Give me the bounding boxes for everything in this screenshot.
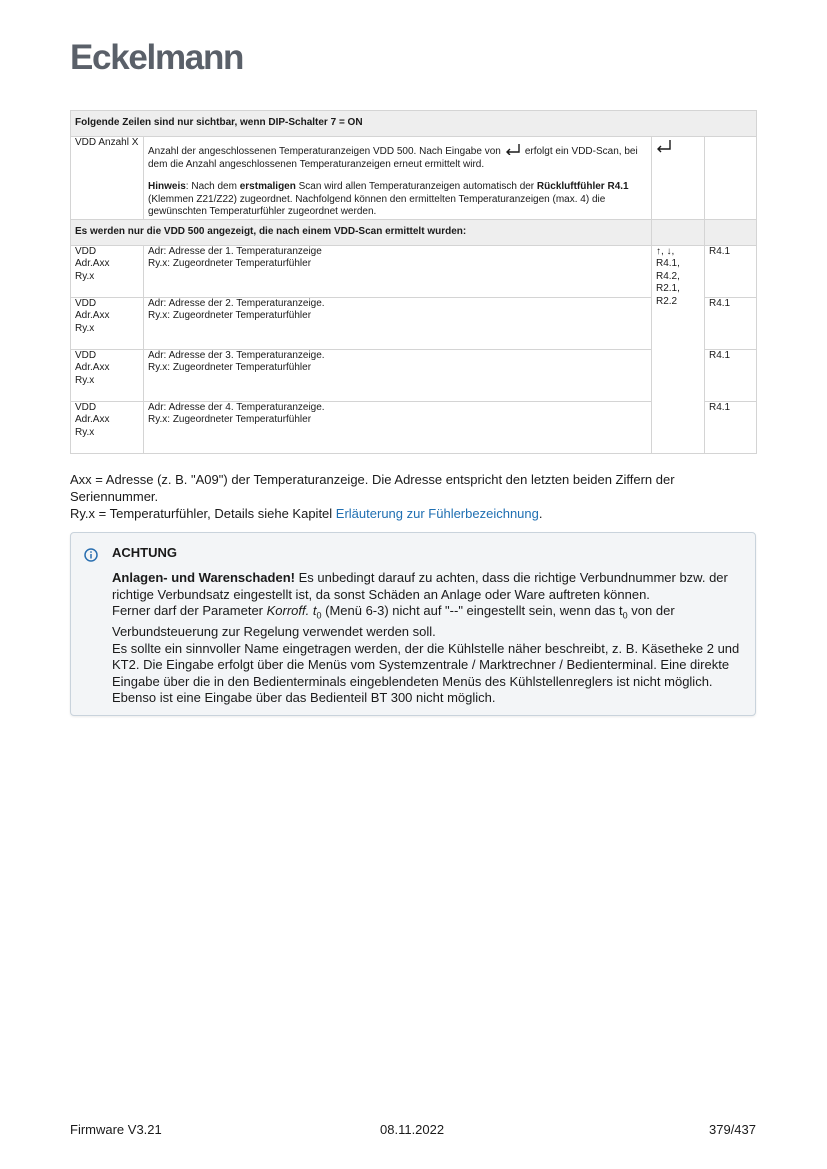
param-default: R4.1 bbox=[705, 349, 757, 401]
footer-firmware: Firmware V3.21 bbox=[70, 1122, 162, 1137]
section-heading-vdd: Es werden nur die VDD 500 angezeigt, die nach einem VDD-Scan ermittelt wurden: bbox=[71, 219, 652, 245]
param-description: Adr: Adresse der 3. Temperaturanzeige. Ry.x: Zugeordneter Temperaturfühler bbox=[144, 349, 652, 401]
param-default: R4.1 bbox=[705, 401, 757, 453]
param-name: VDD Adr.Axx Ry.x bbox=[71, 245, 144, 297]
param-default: R4.1 bbox=[705, 297, 757, 349]
footer-page-number: 379/437 bbox=[709, 1122, 756, 1137]
param-name: VDD Adr.Axx Ry.x bbox=[71, 297, 144, 349]
param-name: VDD Adr.Axx Ry.x bbox=[71, 401, 144, 453]
section-header-row bbox=[71, 111, 757, 137]
param-description: Adr: Adresse der 1. Temperaturanzeige Ry.x: Zugeordneter Temperaturfühler bbox=[144, 245, 652, 297]
param-default bbox=[705, 137, 757, 220]
hint-paragraph: Hinweis: Nach dem erstmaligen Scan wird allen Temperaturanzeigen automatisch der Rückluftfühler R4.1 (Klemmen Z21/Z22) zugeordnet. Nachfolgend können den ermittelten Temperaturanzeigen (max. 4) die gewünschten Temperaturfühler zugeordnet werden. bbox=[148, 181, 629, 217]
section-header-row bbox=[71, 219, 757, 245]
chapter-link[interactable]: Erläuterung zur Fühlerbezeichnung bbox=[335, 506, 539, 521]
warning-notice bbox=[70, 532, 756, 716]
table-row bbox=[71, 137, 757, 220]
param-default: R4.1 bbox=[705, 245, 757, 297]
eckelmann-logo: Eckelmann bbox=[70, 38, 244, 77]
note-ryx: Ry.x = Temperaturfühler, Details siehe Kapitel Erläuterung zur Fühlerbezeichnung. bbox=[70, 506, 543, 521]
parameter-table bbox=[70, 110, 757, 454]
footer-date: 08.11.2022 bbox=[380, 1122, 445, 1137]
param-values bbox=[652, 137, 705, 220]
param-name: VDD Adr.Axx Ry.x bbox=[71, 349, 144, 401]
table-notes bbox=[70, 471, 760, 522]
notice-title: ACHTUNG bbox=[112, 545, 177, 560]
param-description: Adr: Adresse der 2. Temperaturanzeige. Ry.x: Zugeordneter Temperaturfühler bbox=[144, 297, 652, 349]
param-name: VDD Anzahl X bbox=[71, 137, 144, 220]
param-values-shared: ↑, ↓, R4.1, R4.2, R2.1, R2.2 bbox=[652, 245, 705, 453]
enter-key-icon bbox=[505, 143, 521, 155]
enter-key-icon bbox=[656, 139, 672, 153]
info-icon bbox=[84, 548, 98, 562]
section-heading-dip: Folgende Zeilen sind nur sichtbar, wenn DIP-Schalter 7 = ON bbox=[71, 111, 757, 137]
notice-body: Anlagen- und Warenschaden! Es unbedingt darauf zu achten, dass die richtige Verbundnummer bzw. der richtige Verbundsatz eingestellt ist, da sonst Schäden an Anlage oder Ware auftreten können. Ferner darf der Parameter Korroff. $t_0$ (Menü 6-3) nicht auf "--" eingestellt sein, wenn das $t_0$ von der Verbundsteuerung zur Regelung verwendet werden soll. Es sollte ein sinnvoller Name eingetragen werden, der die Kühlstelle näher beschreibt, z. B. Käsetheke 2 und KT2. Die Eingabe erfolgt über die Menüs vom Systemzentrale / Marktrechner / Bedienterminal. Eine direkte Eingabe über die in den Bedienterminals eingeblendeten Menüs des Kühlstellenreglers ist nicht möglich. Ebenso ist eine Eingabe über das Bedienteil BT 300 nicht möglich. bbox=[112, 570, 740, 706]
param-description: Anzahl der angeschlossenen Temperaturanzeigen VDD 500. Nach Eingabe von erfolgt ein VDD-Scan, bei dem die Anzahl angeschlossenen Temperaturanzeigen erneut ermittelt wird. Hinweis: Nach dem erstmaligen Scan wird allen Temperaturanzeigen automatisch der Rückluftfühler R4.1 (Klemmen Z21/Z22) zugeordnet. Nachfolgend können den ermittelten Temperaturanzeigen (max. 4) die gewünschten Temperaturfühler zugeordnet werden. bbox=[144, 137, 652, 220]
param-description: Adr: Adresse der 4. Temperaturanzeige. Ry.x: Zugeordneter Temperaturfühler bbox=[144, 401, 652, 453]
table-row bbox=[71, 245, 757, 297]
note-axx: Axx = Adresse (z. B. "A09") der Temperaturanzeige. Die Adresse entspricht den letzten beiden Ziffern der Seriennummer. bbox=[70, 472, 675, 504]
